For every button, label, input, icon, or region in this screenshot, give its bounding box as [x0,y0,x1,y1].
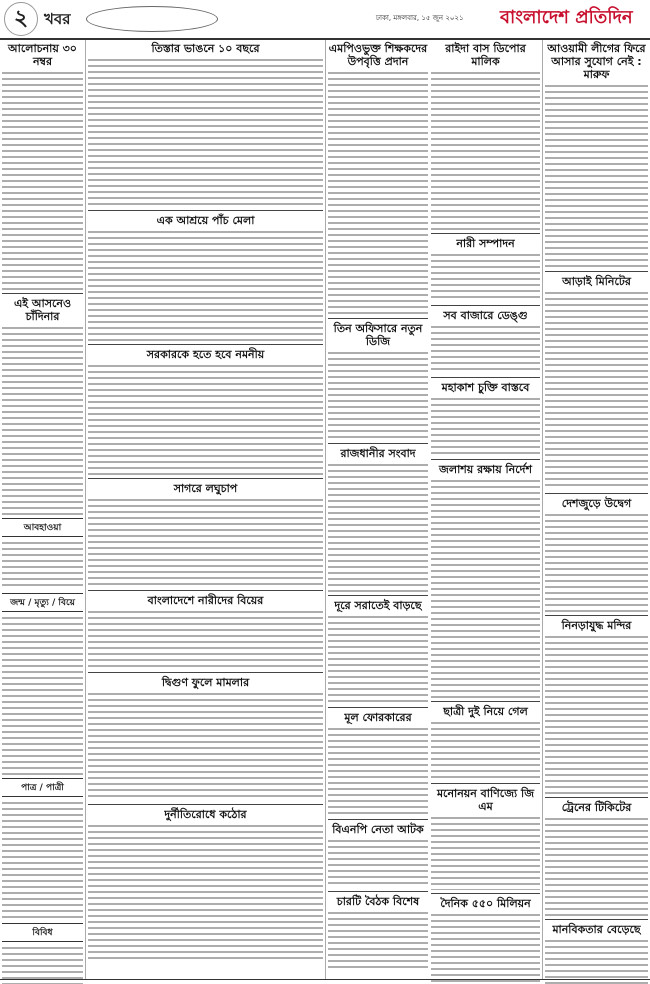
article-text [545,816,648,916]
headline: নারী সম্পাদন [456,237,515,250]
headline: নিনড়াযুদ্ধ মন্দির [561,619,632,632]
headline: দৈনিক ৫৫০ মিলিয়ন [440,897,531,910]
headline: দেশজুড়ে উদ্বেগ [561,497,632,510]
masthead [0,0,650,40]
footer-rule [0,979,650,984]
article-text [545,938,648,984]
box-text [2,540,83,590]
article-text [431,720,540,780]
headline: ট্রেনের টিকিটের [561,801,632,814]
article-text [431,252,540,302]
box-heading: জন্ম / মৃত্যু / বিয়ে [2,593,83,612]
article-text [328,726,428,816]
page-number: ২ [4,2,38,36]
article-text [431,478,540,698]
headline: মনোনয়ন বাণিজ্যে জি এম [436,787,535,813]
article-text [545,634,648,794]
article-text [328,910,428,970]
article-text [88,609,323,669]
article-text [328,838,428,888]
headline: তিস্তার ভাঙনে ১০ বছরে [151,42,260,55]
article-text [545,83,648,268]
dateline: ঢাকা, মঙ্গলবার, ১৫ জুন ২০২১ [376,14,464,22]
column-1 [2,40,83,984]
article-text [431,70,540,230]
headline: মহাকাশ চুক্তি বাস্তবে [441,381,530,394]
article-text [328,70,428,315]
article-text [88,229,323,341]
headline: ছাত্রী দুই নিয়ে গেল [443,705,528,718]
column-3 [328,40,428,970]
box-heading: বিবিধ [2,923,83,942]
box-text [2,615,83,775]
headline: এই আসনেও চাঁদিনার [13,297,72,323]
article-text [88,691,323,801]
headline: এক আশ্রয়ে পাঁচ মেলা [156,214,255,227]
article-text [431,815,540,890]
column-2 [88,40,323,963]
headline: আওয়ামী লীগের ফিরে আসার সুযোগ নেই : মারুফ [547,42,646,81]
column-divider [325,40,326,980]
headline: এমপিওভুক্ত শিক্ষকদের উপবৃত্তি প্রদান [328,42,428,68]
headline: দুর্নীতিরোধে কঠোর [164,808,247,821]
article-text [88,57,323,207]
article-text [88,497,323,587]
article-text [431,324,540,374]
headline: চারটি বৈঠক বিশেষ [336,895,420,908]
column-divider [85,40,86,980]
article-text [431,912,540,984]
headline: সাগরে লঘুচাপ [173,482,238,495]
headline: দ্বিগুণ ফুলে মামলার [161,676,250,689]
article-text [545,290,648,490]
article-text [328,350,428,440]
headline: আড়াই মিনিটের [562,275,631,288]
logo [500,3,648,35]
article-text [431,396,540,456]
box-heading: আবহাওয়া [2,518,83,537]
article-text [88,823,323,963]
headline: দূরে সরাতেই বাড়ছে [334,599,422,612]
box-heading: পাত্র / পাত্রী [2,778,83,797]
article-text [88,363,323,475]
headline: জলাশয় রক্ষায় নির্দেশ [439,463,532,476]
headline: তিন অফিসারে নতুন ডিজি [333,322,423,348]
headline: সরকারকে হতে হবে নমনীয় [146,348,265,361]
article-text [545,512,648,612]
headline: সব বাজারে ডেঙ্গু [443,309,528,322]
headline: বিএনপি নেতা আটক [332,823,424,836]
article-text [328,462,428,592]
column-4 [431,40,540,984]
column-5 [545,40,648,984]
article-text [2,325,83,515]
section-title: খবর [44,10,71,28]
article-text [2,70,83,290]
headline: মানবিকতার বেড়েছে [552,923,641,936]
headline: আলোচনায় ৩০ নম্বর [8,42,77,68]
column-divider [542,40,543,980]
headline: রাইদা বাস ডিপোর মালিক [445,42,526,68]
headline: বাংলাদেশে নারীদের বিয়ের [147,594,264,607]
article-text [328,614,428,704]
headline: মূল ফোরকারের [344,711,412,724]
box-text [2,800,83,920]
decorative-oval [86,6,218,32]
logo-text: বাংলাদেশ প্রতিদিন [500,7,633,28]
headline: রাজধানীর সংবাদ [340,447,416,460]
